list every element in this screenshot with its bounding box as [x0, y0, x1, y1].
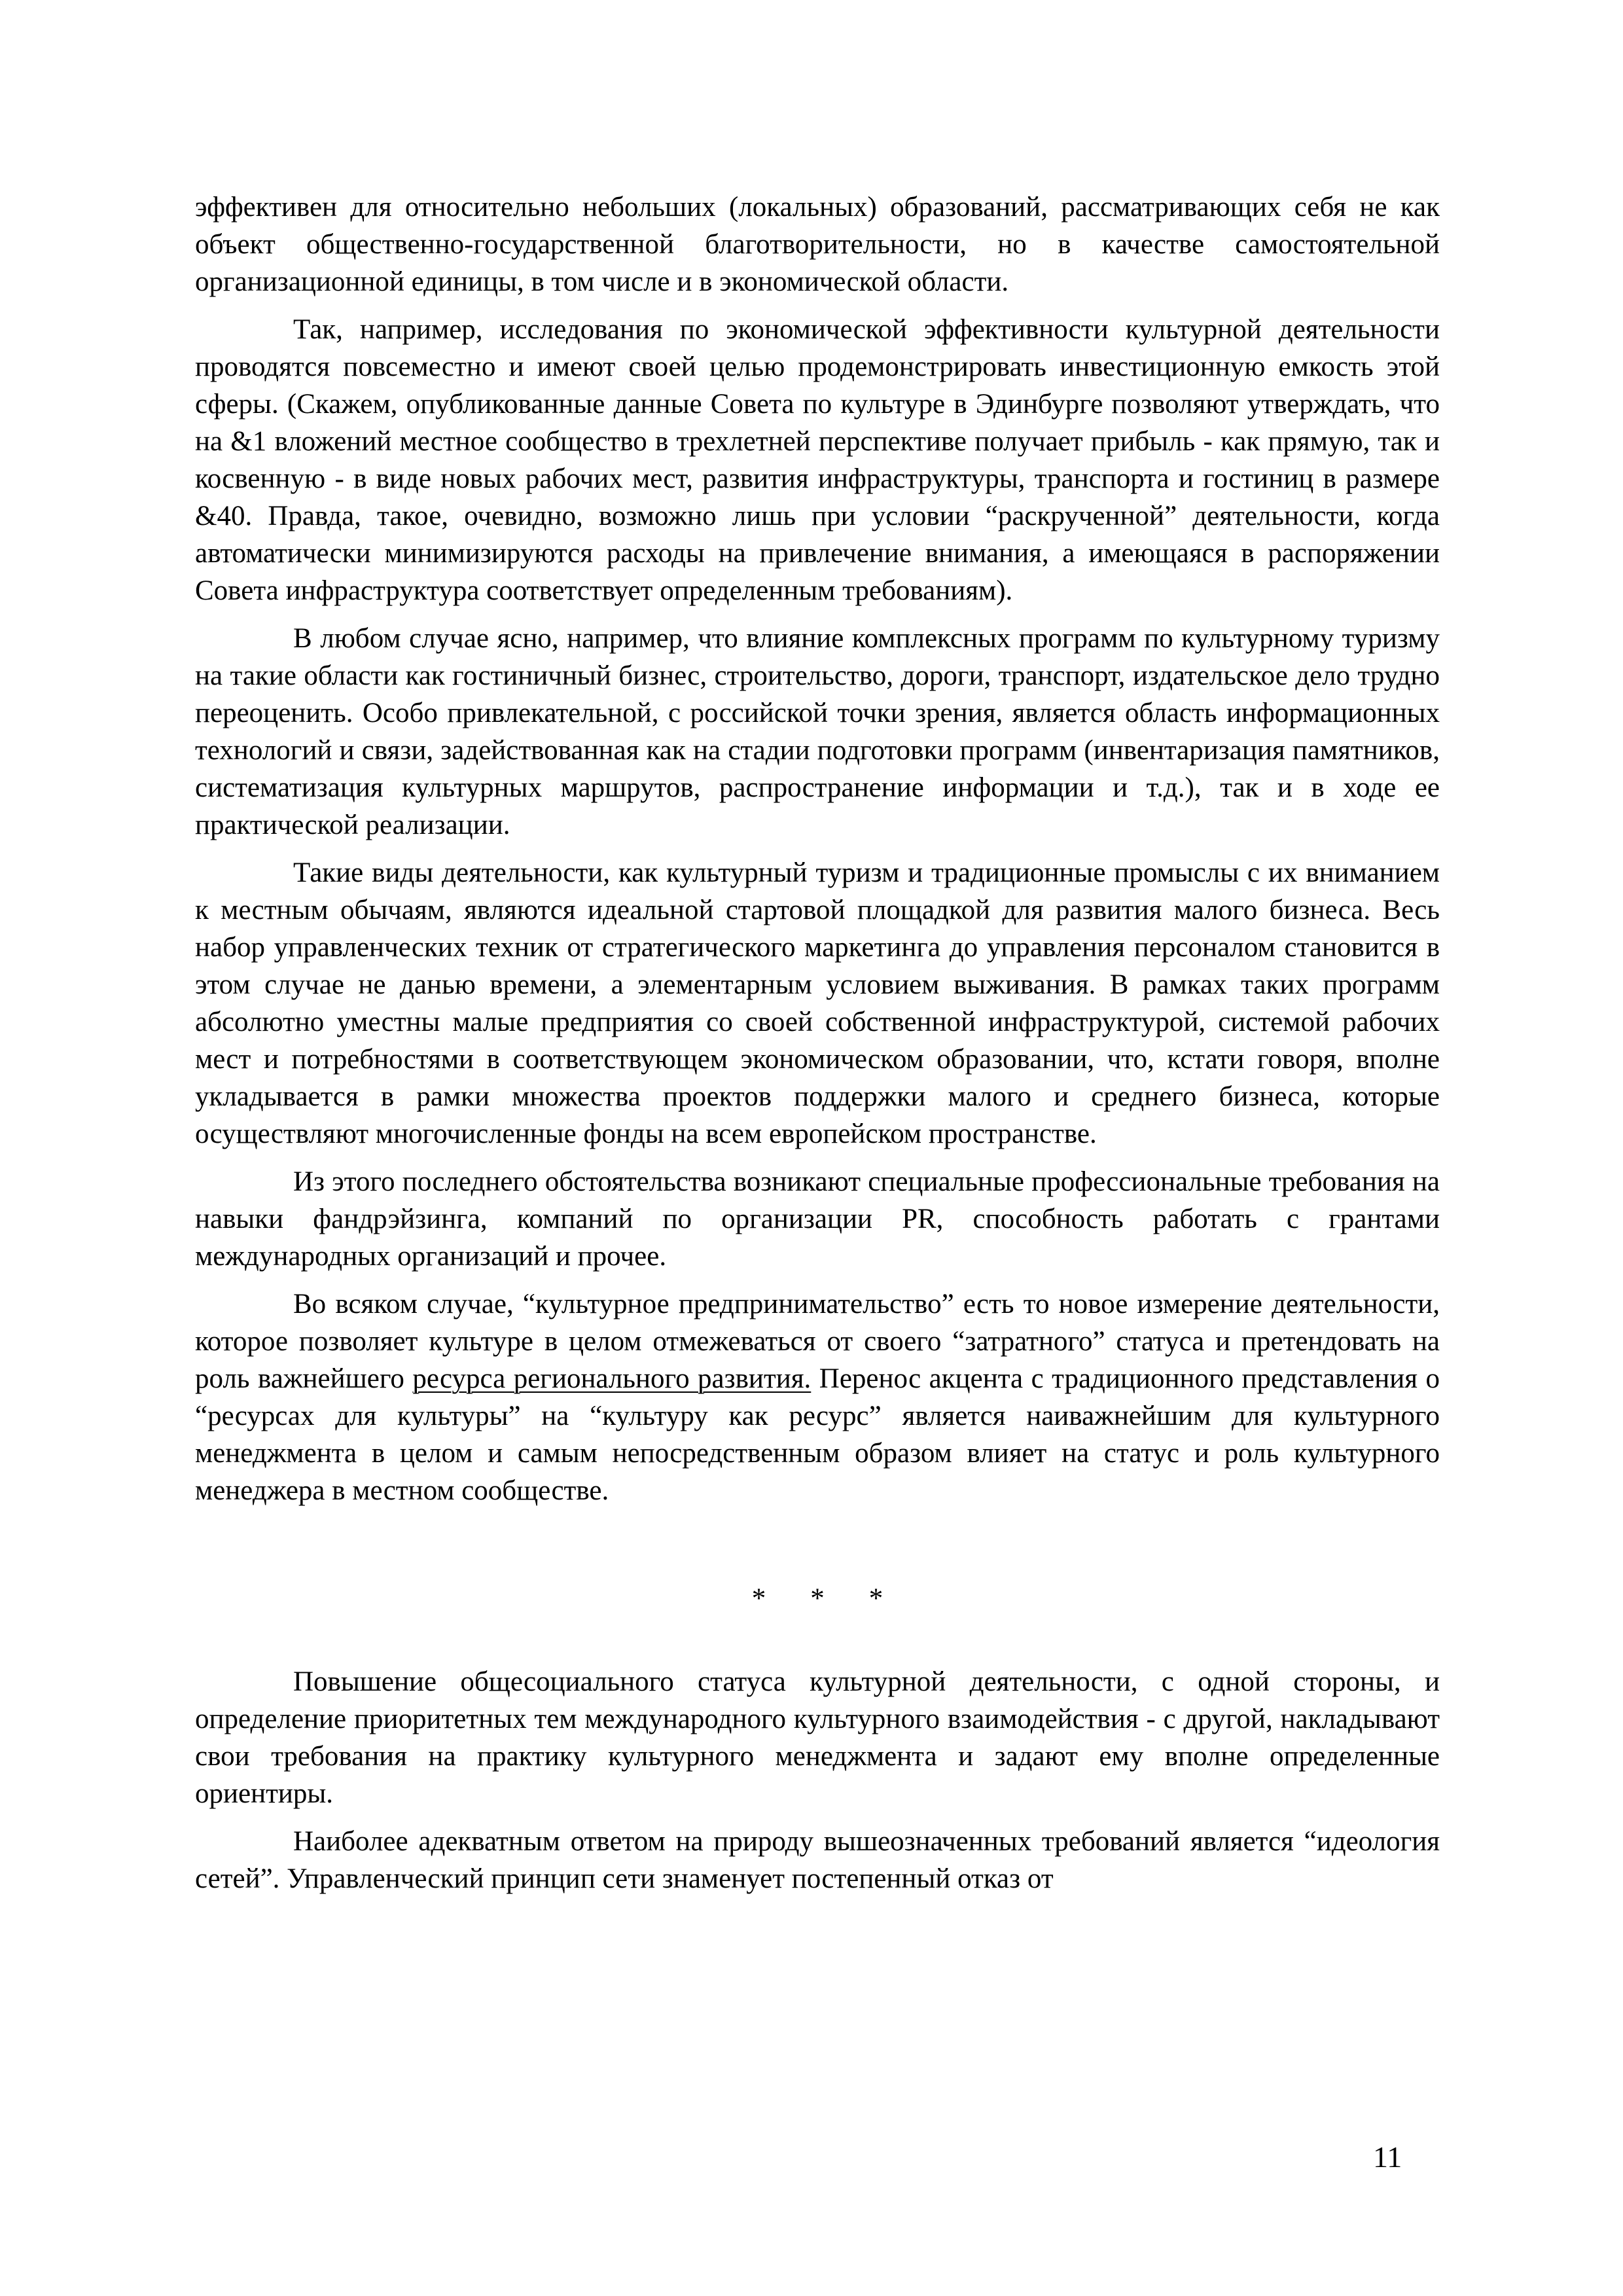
- paragraph-4: Такие виды деятельности, как культурный туризм и традиционные промыслы с их вниманием к местным обычаям, являются идеальной стартовой площадкой для развития малого бизнеса. Весь набор управленческих техник от стратегического маркетинга до управления персоналом становится в этом случае не данью времени, а элементарным условием выживания. В рамках таких программ абсолютно уместны малые предприятия со своей собственной инфраструктурой, системой рабочих мест и потребностями в соответствующем экономическом образовании, что, кстати говоря, вполне укладывается в рамки множества проектов поддержки малого и среднего бизнеса, которые осуществляют многочисленные фонды на всем европейском пространстве.: [195, 857, 1440, 1149]
- separator-asterisk: *: [810, 1583, 825, 1614]
- paragraph-6-part-2: Перенос акцента с традиционного представления о “ресурсах для культуры” на “культуру как ресурс” является наиважнейшим для культурного менеджмента в целом и самым непосредственным образом влияет на статус и роль культурного менеджера в местном сообществе.: [195, 1363, 1440, 1506]
- paragraph-8: Наиболее адекватным ответом на природу вышеозначенных требований является “идеология сетей”. Управленческий принцип сети знаменует постепенный отказ от: [195, 1826, 1440, 1894]
- paragraph-6: [195, 1285, 1440, 1509]
- paragraph-3: В любом случае ясно, например, что влияние комплексных программ по культурному туризму на такие области как гостиничный бизнес, строительство, дороги, транспорт, издательское дело трудно переоценить. Особо привлекательной, с российской точки зрения, является область информационных технологий и связи, задействованная как на стадии подготовки программ (инвентаризация памятников, систематизация культурных маршрутов, распространение информации и т.д.), так и в ходе ее практической реализации.: [195, 623, 1440, 840]
- paragraph-5: Из этого последнего обстоятельства возникают специальные профессиональные требования на навыки фандрэйзинга, компаний по организации PR, способность работать с грантами международных организаций и прочее.: [195, 1166, 1440, 1272]
- paragraph-6-part-1: Во всяком случае, “культурное предпринимательство” есть то новое измерение деятельности, которое позволяет культуре в целом отмежеваться от своего “затратного” статуса и претендовать на роль важнейшего: [195, 1289, 1440, 1394]
- paragraph-1: эффективен для относительно небольших (локальных) образований, рассматривающих себя не как объект общественно-государственной благотворительности, но в качестве самостоятельной организационной единицы, в том числе и в экономической области.: [195, 192, 1440, 297]
- paragraph-2: Так, например, исследования по экономической эффективности культурной деятельности проводятся повсеместно и имеют своей целью продемонстрировать инвестиционную емкость этой сферы. (Скажем, опубликованные данные Совета по культуре в Эдинбурге позволяют утверждать, что на &1 вложений местное сообщество в трехлетней перспективе получает прибыль - как прямую, так и косвенную - в виде новых рабочих мест, развития инфраструктуры, транспорта и гостиниц в размере &40. Правда, такое, очевидно, возможно лишь при условии “раскрученной” деятельности, когда автоматически минимизируются расходы на привлечение внимания, а имеющаяся в распоряжении Совета инфраструктура соответствует определенным требованиям).: [195, 314, 1440, 606]
- page-number: 11: [1373, 2140, 1402, 2174]
- underlined-phrase: ресурса регионального развития.: [412, 1363, 812, 1394]
- section-separator: [195, 1580, 1440, 1617]
- paragraph-7: Повышение общесоциального статуса культурной деятельности, с одной стороны, и определение приоритетных тем международного культурного взаимодействия - с другой, накладывают свои требования на практику культурного менеджмента и задают ему вполне определенные ориентиры.: [195, 1666, 1440, 1809]
- body-text: [195, 188, 1440, 1897]
- separator-asterisk: *: [868, 1583, 883, 1614]
- separator-asterisk: *: [751, 1583, 766, 1614]
